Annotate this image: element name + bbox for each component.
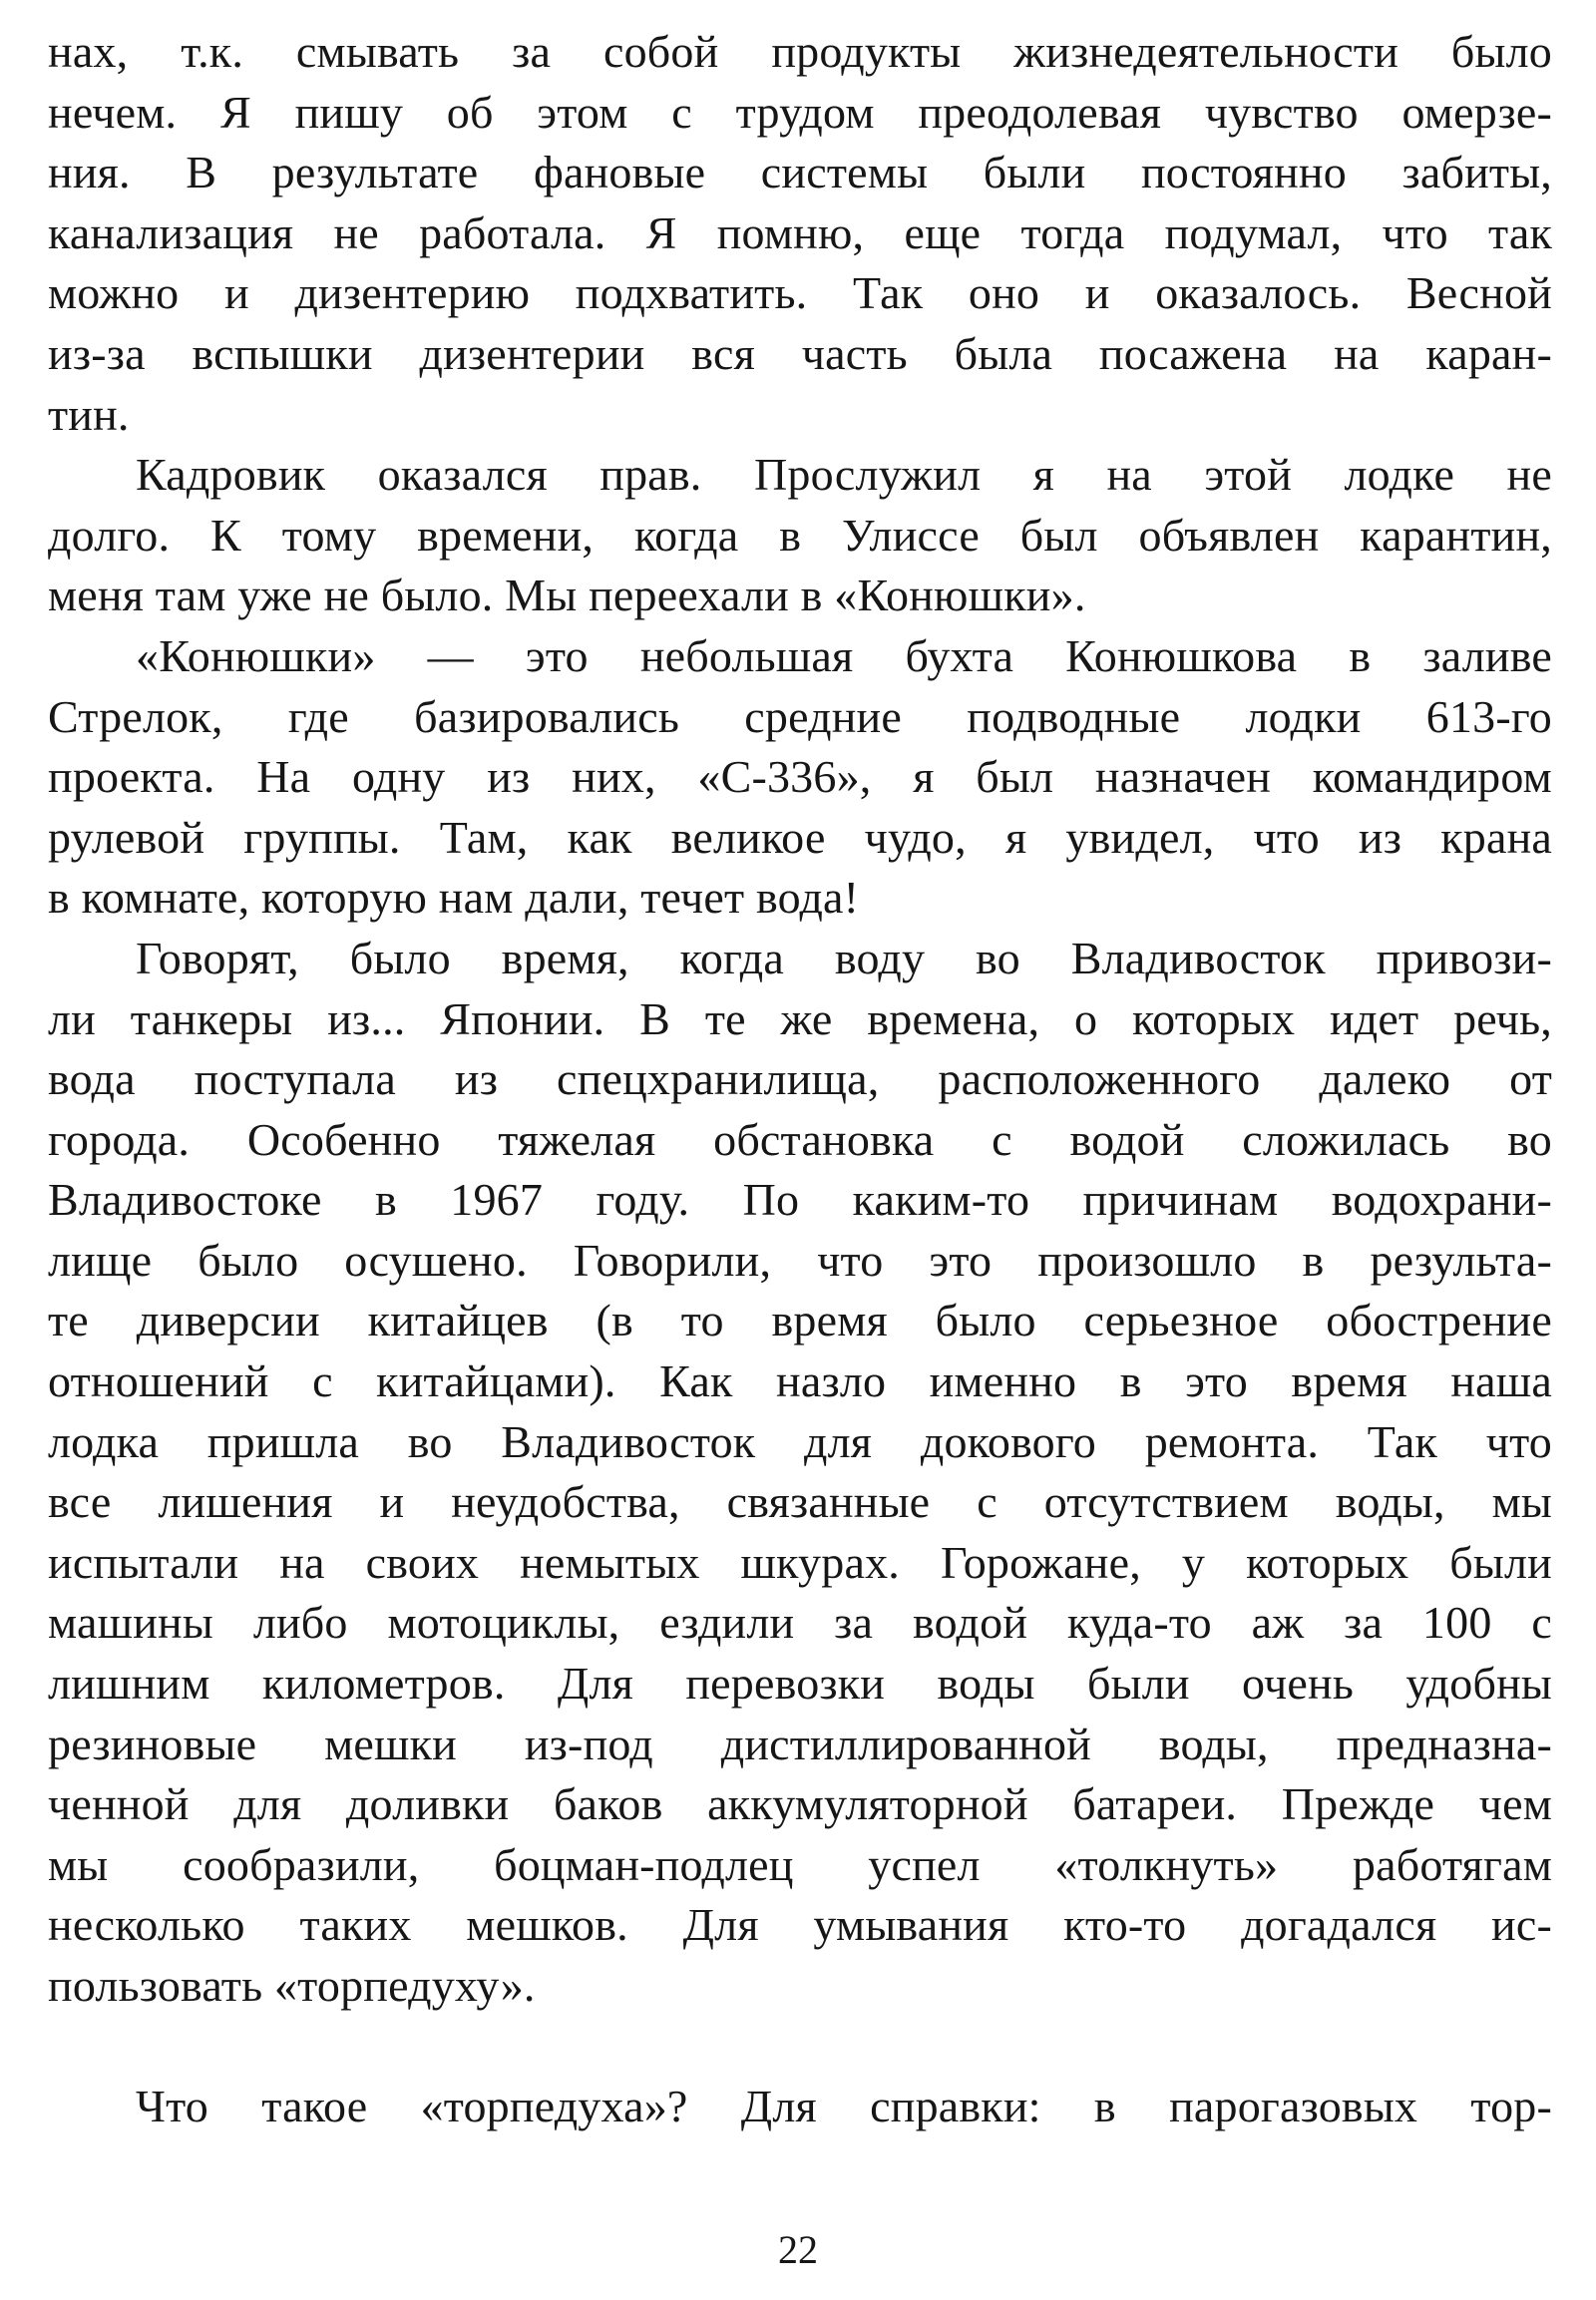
text-line: рулевой группы. Там, как великое чудо, я увидел, что из крана [48, 811, 1552, 863]
text-line: канализация не работала. Я помню, еще тогда подумал, что так [48, 206, 1552, 258]
page-number: 22 [778, 2227, 818, 2272]
text-line: тин. [48, 388, 130, 440]
text-line: нах, т.к. смывать за собой продукты жизнедеятельности было [48, 26, 1552, 77]
text-line: Стрелок, где базировались средние подводные лодки 613-го [48, 690, 1552, 742]
text-line: ли танкеры из... Японии. В те же времена, о которых идет речь, [48, 992, 1552, 1044]
text-line: резиновые мешки из-под дистиллированной воды, предназна- [48, 1718, 1552, 1769]
text-line: долго. К тому времени, когда в Улиссе был объявлен карантин, [48, 509, 1552, 561]
text-line: можно и дизентерию подхватить. Так оно и оказалось. Весной [48, 267, 1552, 319]
body-text [48, 22, 1552, 2136]
text-line: лище было осушено. Говорили, что это произошло в результа- [48, 1234, 1552, 1286]
text-line: ченной для доливки баков аккумуляторной батареи. Прежде чем [48, 1778, 1552, 1830]
text-line: вода поступала из спецхранилища, расположенного далеко от [48, 1053, 1552, 1105]
text-line: нечем. Я пишу об этом с трудом преодолевая чувство омерзе- [48, 86, 1552, 138]
text-line: машины либо мотоциклы, ездили за водой куда-то аж за 100 с [48, 1597, 1552, 1649]
text-line: меня там уже не было. Мы переехали в «Конюшки». [48, 570, 1086, 621]
text-line: испытали на своих немытых шкурах. Горожане, у которых были [48, 1536, 1552, 1588]
text-line: Владивостоке в 1967 году. По каким-то причинам водохрани- [48, 1174, 1552, 1226]
text-line: Кадровик оказался прав. Прослужил я на этой лодке не [136, 449, 1552, 501]
text-line: «Конюшки» — это небольшая бухта Конюшкова в заливе [136, 629, 1552, 681]
text-line: все лишения и неудобства, связанные с отсутствием воды, мы [48, 1476, 1552, 1528]
text-line: те диверсии китайцев (в то время было серьезное обострение [48, 1295, 1552, 1346]
section-gap [48, 2017, 1552, 2077]
text-line: проекта. На одну из них, «С-336», я был назначен командиром [48, 751, 1552, 803]
text-line: из-за вспышки дизентерии вся часть была посажена на каран- [48, 327, 1552, 379]
text-line: мы сообразили, боцман-подлец успел «толкнуть» работягам [48, 1838, 1552, 1890]
text-line: Что такое «торпедуха»? Для справки: в парогазовых тор- [136, 2080, 1552, 2131]
text-line: лишним километров. Для перевозки воды были очень удобны [48, 1658, 1552, 1710]
text-line: отношений с китайцами). Как назло именно в это время наша [48, 1355, 1552, 1407]
text-line: Говорят, было время, когда воду во Владивосток привози- [136, 932, 1552, 983]
text-line: пользовать «торпедуху». [48, 1960, 536, 2011]
text-line: несколько таких мешков. Для умывания кто-то догадался ис- [48, 1899, 1552, 1951]
text-line: лодка пришла во Владивосток для докового ремонта. Так что [48, 1415, 1552, 1467]
text-line: города. Особенно тяжелая обстановка с водой сложилась во [48, 1113, 1552, 1165]
text-line: в комнате, которую нам дали, течет вода! [48, 872, 860, 924]
text-line: ния. В результате фановые системы были постоянно забиты, [48, 147, 1552, 198]
